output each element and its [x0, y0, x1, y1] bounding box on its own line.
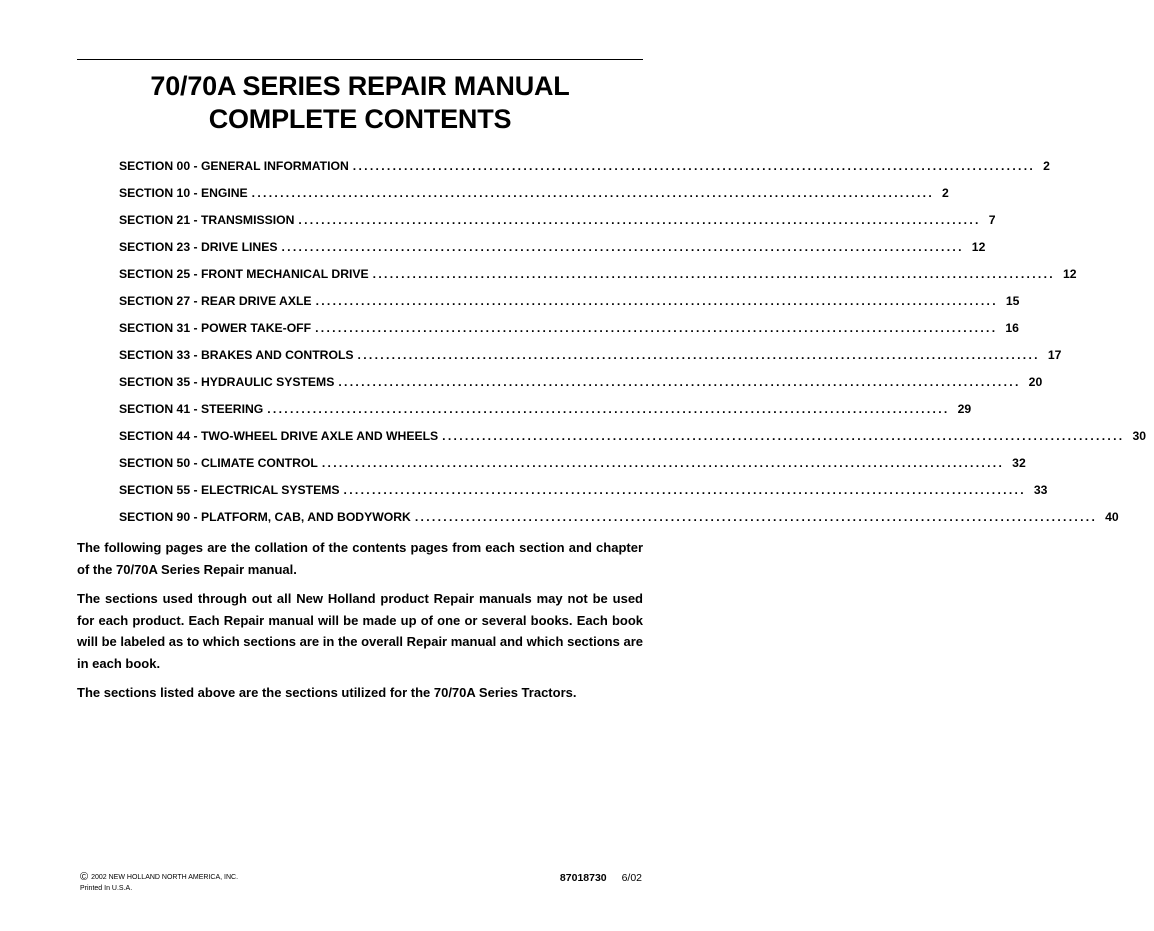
document-date: 6/02 [621, 872, 642, 884]
toc-leader-dots: ........................................................................................................................ [352, 159, 1036, 173]
toc-page-number: 16 [1005, 321, 1019, 335]
toc-section-label: SECTION 35 - HYDRAULIC SYSTEMS [119, 375, 335, 389]
toc-leader-dots: ........................................................................................................................ [343, 483, 1026, 497]
toc-row[interactable] [119, 342, 1062, 369]
toc-leader-dots: ........................................................................................................................ [372, 267, 1055, 281]
toc-page-number: 7 [988, 213, 996, 227]
toc-leader-dots: ........................................................................................................................ [321, 456, 1005, 470]
toc-page-number: 30 [1132, 429, 1147, 443]
toc-page-number: 12 [1062, 267, 1077, 281]
title-line-1: 70/70A SERIES REPAIR MANUAL [150, 71, 570, 101]
toc-page-number: 15 [1005, 294, 1020, 308]
toc-section-label: SECTION 55 - ELECTRICAL SYSTEMS [119, 483, 340, 497]
body-text [77, 537, 643, 712]
toc-section-label: SECTION 50 - CLIMATE CONTROL [119, 456, 318, 470]
toc-row[interactable] [119, 504, 1119, 531]
toc-page-number: 32 [1012, 456, 1026, 470]
copyright-line [80, 872, 238, 883]
toc-row[interactable] [119, 234, 986, 261]
toc-section-label: SECTION 33 - BRAKES AND CONTROLS [119, 348, 354, 362]
toc-page-number: 20 [1028, 375, 1043, 389]
toc-row[interactable] [119, 153, 1050, 180]
toc-leader-dots: ........................................................................................................................ [315, 321, 998, 335]
toc-row[interactable] [119, 396, 972, 423]
toc-section-label: SECTION 27 - REAR DRIVE AXLE [119, 294, 312, 308]
toc-row[interactable] [119, 288, 1020, 315]
toc-section-label: SECTION 23 - DRIVE LINES [119, 240, 278, 254]
toc-section-label: SECTION 10 - ENGINE [119, 186, 248, 200]
top-rule [77, 59, 643, 60]
title-line-2: COMPLETE CONTENTS [208, 104, 512, 134]
toc-page-number: 12 [971, 240, 986, 254]
toc-page-number: 33 [1033, 483, 1048, 497]
copyright-icon: © [80, 871, 89, 883]
toc-row[interactable] [119, 261, 1077, 288]
paragraph: The following pages are the collation of the contents pages from each section and chapter of the 70/70A Series Repair manual. [77, 540, 643, 577]
toc-page-number: 2 [1043, 159, 1050, 173]
toc-row[interactable] [119, 423, 1147, 450]
toc-section-label: SECTION 00 - GENERAL INFORMATION [119, 159, 349, 173]
toc-row[interactable] [119, 207, 996, 234]
footer-doc-info [560, 872, 642, 885]
toc-leader-dots: ........................................................................................................................ [267, 402, 950, 416]
toc-page-number: 2 [942, 186, 949, 200]
toc-leader-dots: ........................................................................................................................ [315, 294, 998, 308]
printed-in-text: Printed In U.S.A. [80, 885, 133, 892]
copyright-text: 2002 NEW HOLLAND NORTH AMERICA, INC. [91, 874, 239, 881]
toc-leader-dots: ........................................................................................................................ [251, 186, 934, 200]
toc-leader-dots: ........................................................................................................................ [338, 375, 1021, 389]
toc-row[interactable] [119, 369, 1043, 396]
toc-leader-dots: ........................................................................................................................ [357, 348, 1040, 362]
toc-row[interactable] [119, 450, 1026, 477]
toc-section-label: SECTION 21 - TRANSMISSION [119, 213, 295, 227]
toc-section-label: SECTION 41 - STEERING [119, 402, 264, 416]
toc-leader-dots: ........................................................................................................................ [281, 240, 964, 254]
toc-row[interactable] [119, 477, 1048, 504]
document-number: 87018730 [559, 872, 607, 884]
toc-section-label: SECTION 31 - POWER TAKE-OFF [119, 321, 312, 335]
toc-leader-dots: ........................................................................................................................ [298, 213, 981, 227]
toc-leader-dots: ........................................................................................................................ [442, 429, 1125, 443]
toc-section-label: SECTION 25 - FRONT MECHANICAL DRIVE [119, 267, 369, 281]
toc-leader-dots: ........................................................................................................................ [414, 510, 1098, 524]
footer-copyright [80, 872, 238, 894]
paragraph: The sections used through out all New Holland product Repair manuals may not be used for each product. Each Repair manual will be made up of one or several books. Each book will be labeled as to which sections are in the overall Repair manual and which sections are in each book. [77, 591, 643, 671]
document-title [77, 70, 643, 136]
toc-row[interactable] [119, 315, 1019, 342]
paragraph: The sections listed above are the sections utilized for the 70/70A Series Tractors. [77, 685, 577, 700]
toc-page-number: 40 [1105, 510, 1119, 524]
toc-section-label: SECTION 44 - TWO-WHEEL DRIVE AXLE AND WHEELS [119, 429, 439, 443]
toc-row[interactable] [119, 180, 949, 207]
toc-page-number: 17 [1047, 348, 1062, 362]
table-of-contents [119, 153, 1147, 531]
toc-page-number: 29 [957, 402, 972, 416]
toc-section-label: SECTION 90 - PLATFORM, CAB, AND BODYWORK [119, 510, 411, 524]
